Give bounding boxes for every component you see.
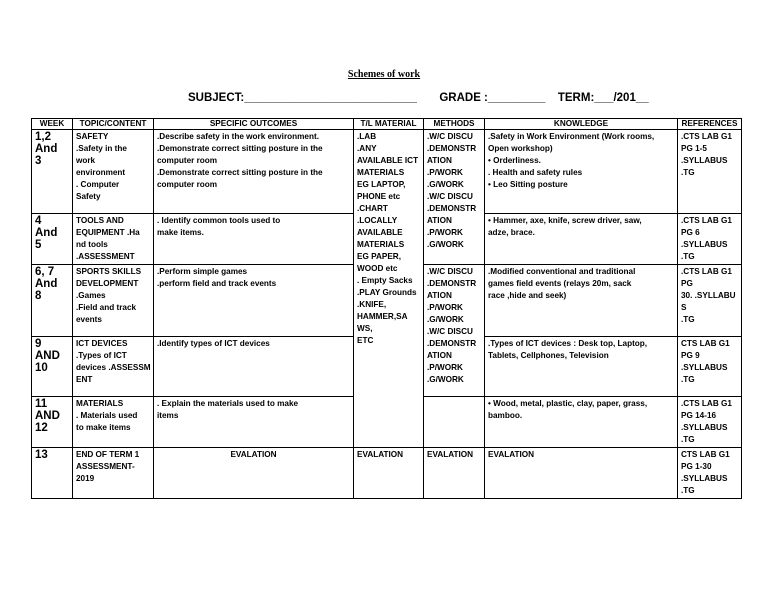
methods-cell: .W/C DISCU .DEMONSTR ATION .P/WORK .G/WORK .W/C DISCU .DEMONSTR ATION .P/WORK .G/WORK <box>424 130 485 265</box>
references-cell: .CTS LAB G1 PG 1-5 .SYLLABUS .TG <box>678 130 742 214</box>
week-cell: 4 And 5 <box>32 214 73 265</box>
methods-cell: .W/C DISCU .DEMONSTR ATION .P/WORK .G/WORK .W/C DISCU .DEMONSTR ATION .P/WORK .G/WORK <box>424 265 485 397</box>
table-row <box>32 448 742 499</box>
table-row <box>32 130 742 214</box>
topic-cell: ICT DEVICES .Types of ICT devices .ASSESSM ENT <box>73 337 154 397</box>
week-cell: 13 <box>32 448 73 499</box>
week-cell: 11 AND 12 <box>32 397 73 448</box>
header-references: REFERENCES <box>678 119 742 130</box>
outcomes-cell: . Explain the materials used to make items <box>154 397 354 448</box>
outcomes-cell: EVALATION <box>154 448 354 499</box>
week-cell: 1,2 And 3 <box>32 130 73 214</box>
knowledge-cell: • Hammer, axe, knife, screw driver, saw, adze, brace. <box>485 214 678 265</box>
scheme-table <box>31 118 742 499</box>
references-cell: .CTS LAB G1 PG 6 .SYLLABUS .TG <box>678 214 742 265</box>
knowledge-cell: .Types of ICT devices : Desk top, Laptop, Tablets, Cellphones, Television <box>485 337 678 397</box>
header-topic: TOPIC/CONTENT <box>73 119 154 130</box>
tl-material-cell: EVALATION <box>354 448 424 499</box>
topic-cell: SAFETY .Safety in the work environment . Computer Safety <box>73 130 154 214</box>
topic-cell: TOOLS AND EQUIPMENT .Ha nd tools .ASSESSMENT <box>73 214 154 265</box>
subject-line <box>188 92 649 104</box>
knowledge-cell: • Wood, metal, plastic, clay, paper, grass, bamboo. <box>485 397 678 448</box>
header-knowledge: KNOWLEDGE <box>485 119 678 130</box>
table-header-row <box>32 119 742 130</box>
methods-cell: EVALATION <box>424 448 485 499</box>
document-title: Schemes of work <box>347 69 421 80</box>
references-cell: .CTS LAB G1 PG 14-16 .SYLLABUS .TG <box>678 397 742 448</box>
knowledge-cell: EVALATION <box>485 448 678 499</box>
references-cell: .CTS LAB G1 PG 30. .SYLLABU S .TG <box>678 265 742 337</box>
knowledge-cell: .Safety in Work Environment (Work rooms, Open workshop) • Orderliness. . Health and safety rules • Leo Sitting posture <box>485 130 678 214</box>
subject-field: SUBJECT:___________________________ <box>188 92 417 104</box>
header-tl-material: T/L MATERIAL <box>354 119 424 130</box>
references-cell: CTS LAB G1 PG 9 .SYLLABUS .TG <box>678 337 742 397</box>
week-cell: 9 AND 10 <box>32 337 73 397</box>
topic-cell: END OF TERM 1 ASSESSMENT- 2019 <box>73 448 154 499</box>
header-outcomes: SPECIFIC OUTCOMES <box>154 119 354 130</box>
outcomes-cell: . Identify common tools used to make items. <box>154 214 354 265</box>
outcomes-cell: .Describe safety in the work environment. .Demonstrate correct sitting posture in the computer room .Demonstrate correct sitting posture in the computer room <box>154 130 354 214</box>
header-week: WEEK <box>32 119 73 130</box>
term-field: TERM:___/201__ <box>557 92 649 104</box>
week-cell: 6, 7 And 8 <box>32 265 73 337</box>
topic-cell: MATERIALS . Materials used to make items <box>73 397 154 448</box>
topic-cell: SPORTS SKILLS DEVELOPMENT .Games .Field and track events <box>73 265 154 337</box>
methods-cell <box>424 397 485 448</box>
outcomes-cell: .Identify types of ICT devices <box>154 337 354 397</box>
grade-field: GRADE :_________ <box>439 92 546 104</box>
outcomes-cell: .Perform simple games .perform field and track events <box>154 265 354 337</box>
references-cell: CTS LAB G1 PG 1-30 .SYLLABUS .TG <box>678 448 742 499</box>
tl-material-cell: .LAB .ANY AVAILABLE ICT MATERIALS EG LAPTOP, PHONE etc .CHART .LOCALLY AVAILABLE MATERIALS EG PAPER, WOOD etc . Empty Sacks .PLAY Grounds .KNIFE, HAMMER,SA WS, ETC <box>354 130 424 448</box>
knowledge-cell: .Modified conventional and traditional games field events (relays 20m, sack race ,hide and seek) <box>485 265 678 337</box>
header-methods: METHODS <box>424 119 485 130</box>
